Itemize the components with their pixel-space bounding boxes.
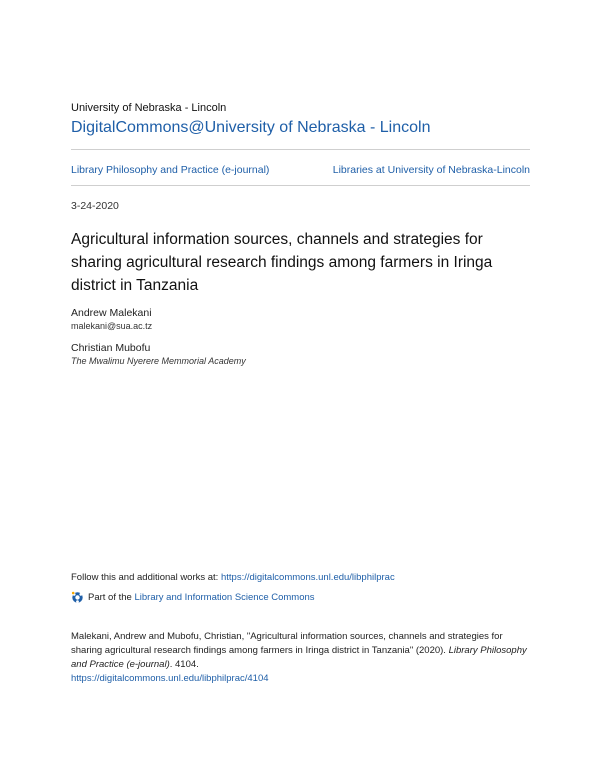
follow-line bbox=[71, 572, 395, 583]
institution-name: University of Nebraska - Lincoln bbox=[71, 102, 227, 114]
network-icon bbox=[71, 591, 84, 604]
repository-link[interactable]: DigitalCommons@University of Nebraska - Lincoln bbox=[71, 119, 431, 136]
citation-url-link[interactable]: https://digitalcommons.unl.edu/libphilprac/4104 bbox=[71, 673, 269, 684]
article-title: Agricultural information sources, channels and strategies for sharing agricultural research findings among farmers in Iringa district in Tanzania bbox=[71, 231, 493, 294]
citation-journal: Library Philosophy and Practice (e-journal) bbox=[71, 645, 527, 670]
author-email: malekani@sua.ac.tz bbox=[71, 321, 153, 331]
part-of-prefix: Part of the bbox=[88, 592, 132, 603]
divider-bottom bbox=[71, 185, 530, 186]
follow-url-link[interactable]: https://digitalcommons.unl.edu/libphilprac bbox=[220, 572, 395, 583]
citation-number: . 4104. bbox=[169, 659, 199, 670]
series-link[interactable]: Library Philosophy and Practice (e-journal) bbox=[71, 164, 270, 176]
libraries-link[interactable]: Libraries at University of Nebraska-Lincoln bbox=[332, 164, 530, 176]
author-name: Christian Mubofu bbox=[71, 342, 151, 354]
follow-prefix: Follow this and additional works at: bbox=[71, 572, 221, 583]
citation-block bbox=[71, 630, 531, 686]
author-affiliation: The Mwalimu Nyerere Memmorial Academy bbox=[71, 356, 246, 366]
author-name: Andrew Malekani bbox=[71, 307, 152, 319]
citation-text: Malekani, Andrew and Mubofu, Christian, "Agricultural information sources, channels and strategies for sharing agricultural research findings among farmers in Iringa district in Tanzania" (2020). bbox=[71, 631, 503, 656]
divider-top bbox=[71, 149, 530, 150]
part-of-line bbox=[71, 591, 315, 604]
commons-link[interactable]: Library and Information Science Commons bbox=[134, 592, 315, 603]
publication-date: 3-24-2020 bbox=[71, 200, 119, 212]
